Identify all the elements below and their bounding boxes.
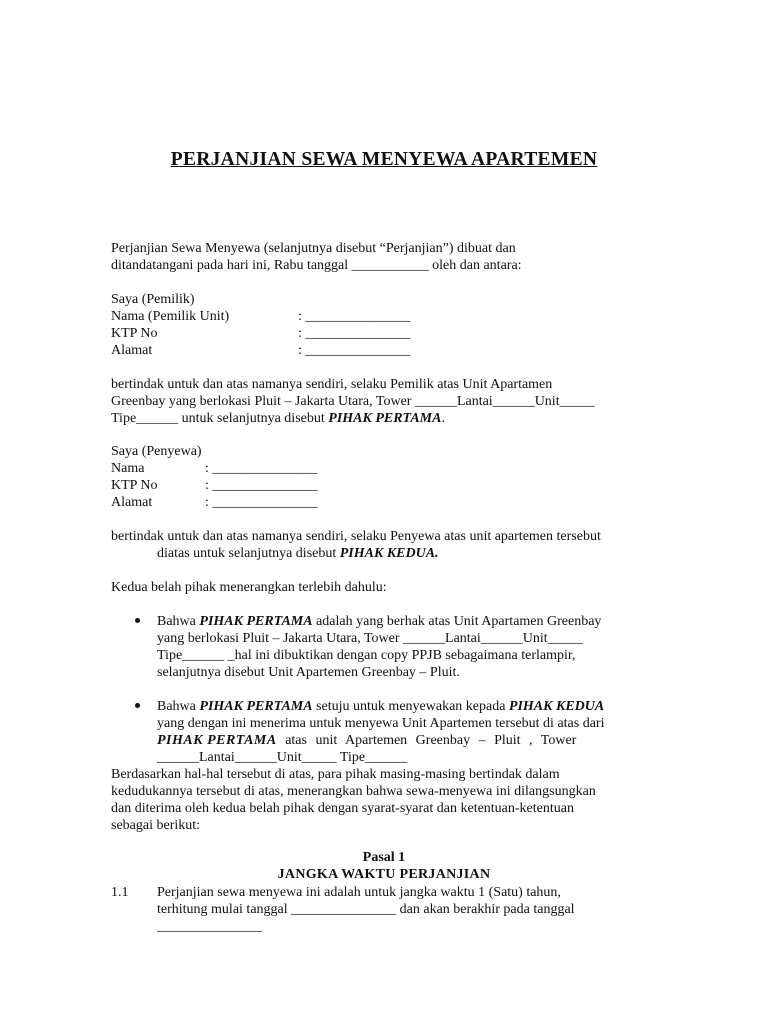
berdasarkan-line-3: dan diterima oleh kedua belah pihak dengan syarat-syarat dan ketentuan-ketentuan [111, 801, 574, 816]
pasal-item-line-3: _______________ [157, 919, 262, 934]
penyewa-para-line-1: bertindak untuk dan atas namanya sendiri, selaku Penyewa atas unit apartemen tersebut [111, 529, 601, 544]
pemilik-name-label: Nama (Pemilik Unit) [111, 309, 230, 324]
penyewa-ktp-value: : _______________ [205, 478, 318, 493]
pemilik-heading: Saya (Pemilik) [111, 292, 195, 307]
bullet-2-line-1: Bahwa PIHAK PERTAMA setuju untuk menyewakan kepada PIHAK KEDUA [157, 699, 605, 714]
pemilik-name-value: : _______________ [298, 309, 411, 324]
pasal-heading: JANGKA WAKTU PERJANJIAN [277, 867, 491, 882]
pasal-item-line-1: Perjanjian sewa menyewa ini adalah untuk jangka waktu 1 (Satu) tahun, [157, 885, 561, 900]
bullet-1-marker [135, 618, 140, 623]
bullet-1-line-1: Bahwa PIHAK PERTAMA adalah yang berhak atas Unit Apartamen Greenbay [157, 614, 602, 629]
document-title: PERJANJIAN SEWA MENYEWA APARTEMEN [170, 149, 598, 170]
bullet-2-line-4: ______Lantai______Unit_____ Tipe______ [157, 750, 408, 765]
pemilik-alamat-label: Alamat [111, 343, 153, 358]
pemilik-alamat-value: : _______________ [298, 343, 411, 358]
kedua-line: Kedua belah pihak menerangkan terlebih dahulu: [111, 580, 387, 595]
penyewa-para-line-2: diatas untuk selanjutnya disebut PIHAK KEDUA. [157, 546, 439, 561]
bullet-2-line-3: PIHAK PERTAMA atas unit Apartemen Greenbay – Pluit , Tower [157, 733, 577, 748]
pemilik-para-line-2: Greenbay yang berlokasi Pluit – Jakarta Utara, Tower ______Lantai______Unit_____ [111, 394, 595, 409]
bullet-2-marker [135, 703, 140, 708]
pihak-pertama-term: PIHAK PERTAMA [328, 411, 442, 426]
pemilik-ktp-label: KTP No [111, 326, 158, 341]
intro-line-1: Perjanjian Sewa Menyewa (selanjutnya disebut “Perjanjian”) dibuat dan [111, 241, 516, 256]
penyewa-ktp-label: KTP No [111, 478, 158, 493]
penyewa-alamat-label: Alamat [111, 495, 153, 510]
berdasarkan-line-1: Berdasarkan hal-hal tersebut di atas, para pihak masing-masing bertindak dalam [111, 767, 560, 782]
berdasarkan-line-4: sebagai berikut: [111, 818, 201, 833]
bullet-1-line-4: selanjutnya disebut Unit Apartemen Greenbay – Pluit. [157, 665, 460, 680]
bullet-1-line-2: yang berlokasi Pluit – Jakarta Utara, Tower ______Lantai______Unit_____ [157, 631, 583, 646]
berdasarkan-line-2: kedudukannya tersebut di atas, menerangkan bahwa sewa-menyewa ini dilangsungkan [111, 784, 596, 799]
pasal-number: Pasal 1 [362, 850, 406, 865]
penyewa-alamat-value: : _______________ [205, 495, 318, 510]
penyewa-heading: Saya (Penyewa) [111, 444, 202, 459]
bullet-2-line-2: yang dengan ini menerima untuk menyewa Unit Apartemen tersebut di atas dari [157, 716, 605, 731]
intro-line-2: ditandatangani pada hari ini, Rabu tanggal ___________ oleh dan antara: [111, 258, 522, 273]
pemilik-ktp-value: : _______________ [298, 326, 411, 341]
bullet-1-line-3: Tipe______ _hal ini dibuktikan dengan copy PPJB sebagaimana terlampir, [157, 648, 576, 663]
penyewa-name-label: Nama [111, 461, 145, 476]
pihak-kedua-term: PIHAK KEDUA. [339, 546, 439, 561]
pasal-item-line-2: terhitung mulai tanggal _______________ dan akan berakhir pada tanggal [157, 902, 575, 917]
pemilik-para-line-1: bertindak untuk dan atas namanya sendiri, selaku Pemilik atas Unit Apartamen [111, 377, 553, 392]
pasal-item-number: 1.1 [111, 885, 129, 900]
penyewa-name-value: : _______________ [205, 461, 318, 476]
pemilik-para-line-3: Tipe______ untuk selanjutnya disebut PIHAK PERTAMA. [111, 411, 445, 426]
